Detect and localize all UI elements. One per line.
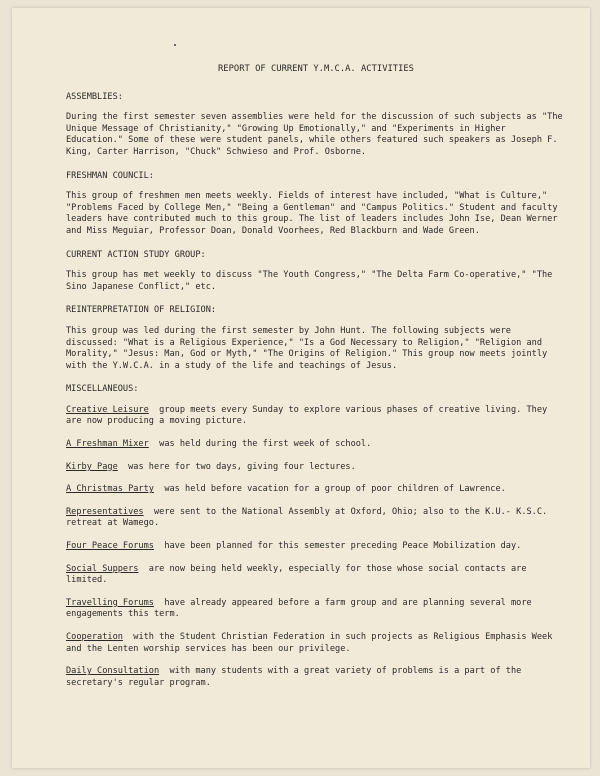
item-term: A Christmas Party [66, 484, 154, 495]
misc-item-peace-forums [66, 541, 566, 553]
item-term: Representatives [66, 506, 144, 517]
item-text: have been planned for this semester preceding Peace Mobilization day. [164, 541, 522, 552]
report-body [66, 64, 566, 700]
section-heading: ASSEMBLIES: [66, 91, 123, 102]
item-term: Travelling Forums [66, 597, 154, 608]
item-text: was held before vacation for a group of poor children of Lawrence. [164, 484, 506, 495]
section-reinterpretation-of-religion [66, 305, 566, 372]
section-heading: CURRENT ACTION STUDY GROUP: [66, 249, 206, 260]
item-text: with many students with a great variety of problems is a part of the secretary's regular program. [66, 666, 522, 688]
item-term: Cooperation [66, 632, 123, 642]
section-heading: MISCELLANEOUS: [66, 384, 139, 395]
section-assemblies [66, 92, 566, 159]
item-text: with the Student Christian Federation in such projects as Religious Emphasis Week and the Lenten worship services has been our privilege. [66, 632, 553, 654]
item-term: Creative Leisure [66, 404, 149, 415]
misc-item-representatives [66, 507, 566, 530]
item-term: Social Suppers [66, 563, 139, 574]
document-page [12, 8, 590, 768]
ink-speck [174, 44, 176, 46]
section-text: This group was led during the first semester by John Hunt. The following subjects were discussed: "What is a Religious Experience," "Is a God Necessary to Religion," "Religion and Morality," "Jesus: Man, God or Myth," "The Origins of Religion." This group now meets jointly with the Y.W.C.A. in a study of the life and teachings of Jesus. [66, 325, 548, 371]
item-term: A Freshman Mixer [66, 439, 149, 450]
misc-item-creative-leisure [66, 405, 566, 428]
section-text: During the first semester seven assemblies were held for the discussion of such subjects as "The Unique Message of Christianity," "Growing Up Emotionally," and "Experiments in Higher Education." Some of these were student panels, while others featured such speakers as Joseph F. King, Carter Harrison, "Chuck" Schwieso and Prof. Osborne. [66, 112, 563, 157]
misc-item-freshman-mixer [66, 439, 566, 451]
item-term: Kirby Page [66, 461, 118, 472]
item-term: Four Peace Forums [66, 541, 154, 552]
section-text: This group has met weekly to discuss "The Youth Congress," "The Delta Farm Co-operative," "The Sino Japanese Conflict," etc. [66, 270, 553, 292]
section-text: This group of freshmen men meets weekly. Fields of interest have included, "What is Culture," "Problems Faced by College Men," "Being a Gentleman" and "Campus Politics." Student and faculty leaders have contributed much to this group. The list of leaders includes John Ise, Dean Werner and Miss Meguiar, Professor Doan, Donald Voorhees, Red Blackburn and Wade Green. [66, 191, 558, 236]
item-text: were sent to the National Assembly at Oxford, Ohio; also to the K.U.- K.S.C. retreat at Wamego. [66, 506, 548, 529]
misc-item-christmas-party [66, 484, 566, 496]
item-text: are now being held weekly, especially for those whose social contacts are limited. [66, 563, 527, 586]
section-current-action-study-group [66, 250, 566, 294]
section-heading: REINTERPRETATION OF RELIGION: [66, 305, 217, 316]
misc-item-kirby-page [66, 462, 566, 474]
section-freshman-council [66, 171, 566, 238]
item-text: was held during the first week of school. [159, 439, 372, 450]
report-title: REPORT OF CURRENT Y.M.C.A. ACTIVITIES [218, 64, 414, 74]
item-text: have already appeared before a farm group and are planning several more engagements this term. [66, 597, 532, 620]
item-text: was here for two days, giving four lectures. [128, 461, 356, 472]
section-heading: FRESHMAN COUNCIL: [66, 170, 154, 181]
misc-item-social-suppers [66, 564, 566, 587]
item-text: group meets every Sunday to explore various phases of creative living. They are now producing a moving picture. [66, 404, 548, 427]
misc-item-cooperation [66, 632, 566, 655]
misc-item-daily-consultation [66, 666, 566, 689]
section-miscellaneous [66, 384, 566, 689]
misc-item-travelling-forums [66, 598, 566, 621]
item-term: Daily Consultation [66, 666, 160, 677]
